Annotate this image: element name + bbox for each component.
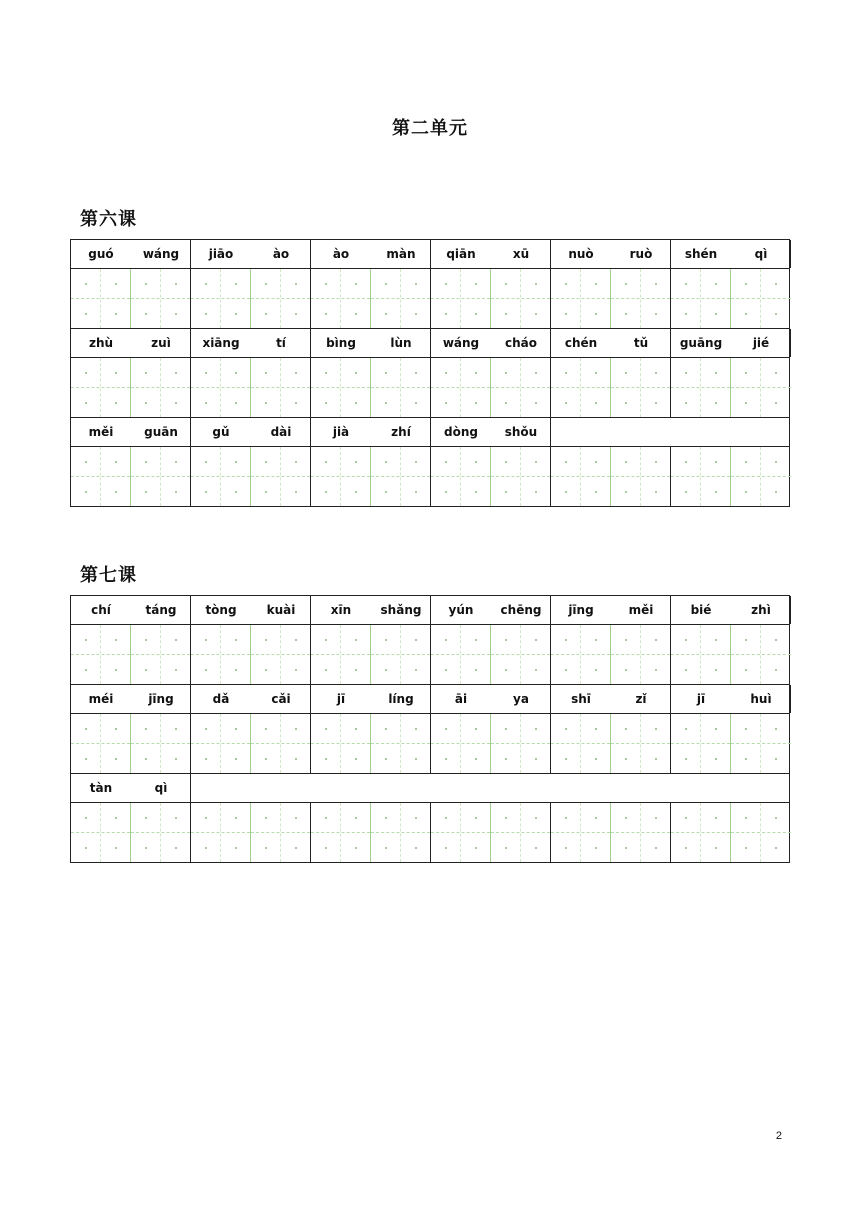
writing-box[interactable] — [611, 714, 671, 773]
writing-box[interactable] — [191, 714, 251, 773]
pinyin-syllable: qì — [754, 247, 768, 261]
writing-box[interactable] — [371, 803, 431, 862]
writing-box[interactable] — [671, 625, 731, 684]
pinyin-syllable: chēng — [500, 603, 542, 617]
writing-box[interactable] — [191, 803, 251, 862]
word-pinyin — [311, 240, 431, 268]
pinyin-syllable: chí — [91, 603, 111, 617]
lesson-title-7: 第七课 — [80, 565, 137, 586]
writing-box[interactable] — [311, 625, 371, 684]
word-pinyin — [191, 596, 311, 624]
writing-box[interactable] — [71, 358, 131, 417]
pinyin-syllable: tǔ — [633, 336, 649, 350]
writing-box[interactable] — [431, 803, 491, 862]
word-pinyin — [671, 685, 791, 713]
empty-pinyin-area — [191, 774, 789, 802]
word-pinyin — [71, 418, 191, 446]
pinyin-syllable: lùn — [390, 336, 412, 350]
word-pinyin — [671, 596, 791, 624]
word-pinyin — [431, 418, 551, 446]
writing-box[interactable] — [251, 358, 311, 417]
word-pinyin — [431, 685, 551, 713]
writing-box[interactable] — [731, 714, 791, 773]
lesson-title-6: 第六课 — [80, 209, 137, 230]
pinyin-syllable: jié — [752, 336, 770, 350]
pinyin-row — [70, 239, 790, 268]
pinyin-syllable: tàn — [89, 781, 113, 795]
writing-box[interactable] — [131, 625, 191, 684]
writing-boxes-row — [70, 713, 790, 773]
writing-box[interactable] — [671, 714, 731, 773]
word-pinyin — [311, 418, 431, 446]
pinyin-syllable: cǎi — [271, 692, 291, 706]
writing-box[interactable] — [611, 358, 671, 417]
writing-box[interactable] — [131, 714, 191, 773]
pinyin-row — [70, 684, 790, 713]
word-pinyin — [311, 329, 431, 357]
word-pinyin — [671, 329, 791, 357]
word-pinyin — [191, 685, 311, 713]
pinyin-syllable: měi — [628, 603, 654, 617]
pinyin-syllable: ào — [272, 247, 290, 261]
word-pinyin — [551, 596, 671, 624]
word-pinyin — [71, 596, 191, 624]
pinyin-syllable: xū — [512, 247, 530, 261]
writing-box[interactable] — [71, 447, 131, 506]
writing-box[interactable] — [71, 714, 131, 773]
pinyin-syllable: zhì — [751, 603, 771, 617]
pinyin-syllable: jīng — [148, 692, 174, 706]
word-pinyin — [671, 240, 791, 268]
writing-box[interactable] — [491, 447, 551, 506]
writing-box[interactable] — [191, 447, 251, 506]
writing-box[interactable] — [131, 358, 191, 417]
writing-box[interactable] — [251, 447, 311, 506]
writing-box[interactable] — [731, 447, 791, 506]
writing-box[interactable] — [311, 358, 371, 417]
pinyin-syllable: líng — [388, 692, 414, 706]
writing-box[interactable] — [491, 803, 551, 862]
pinyin-syllable: qiān — [446, 247, 476, 261]
writing-box[interactable] — [71, 269, 131, 328]
writing-box[interactable] — [491, 358, 551, 417]
pinyin-syllable: dòng — [444, 425, 478, 439]
writing-box[interactable] — [491, 714, 551, 773]
pinyin-syllable: nuò — [568, 247, 594, 261]
writing-box[interactable] — [431, 358, 491, 417]
writing-box[interactable] — [251, 803, 311, 862]
page-number: 2 — [775, 1130, 782, 1142]
writing-box[interactable] — [671, 269, 731, 328]
unit-title: 第二单元 — [392, 118, 468, 139]
writing-box[interactable] — [491, 269, 551, 328]
pinyin-syllable: jià — [332, 425, 350, 439]
word-pinyin — [71, 774, 191, 802]
pinyin-syllable: bìng — [326, 336, 356, 350]
pinyin-syllable: shǎng — [380, 603, 422, 617]
writing-box[interactable] — [131, 447, 191, 506]
pinyin-syllable: kuài — [266, 603, 296, 617]
pinyin-syllable: shǒu — [504, 425, 538, 439]
writing-box[interactable] — [551, 269, 611, 328]
writing-box[interactable] — [671, 803, 731, 862]
writing-box[interactable] — [371, 269, 431, 328]
writing-box[interactable] — [611, 803, 671, 862]
word-pinyin — [551, 240, 671, 268]
pinyin-syllable: jīng — [568, 603, 594, 617]
writing-box[interactable] — [191, 269, 251, 328]
pinyin-syllable: wáng — [142, 247, 180, 261]
pinyin-syllable: gǔ — [212, 425, 230, 439]
pinyin-syllable: āi — [454, 692, 468, 706]
writing-boxes-row — [70, 357, 790, 417]
pinyin-syllable: màn — [386, 247, 416, 261]
pinyin-syllable: méi — [88, 692, 114, 706]
writing-box[interactable] — [191, 358, 251, 417]
writing-box[interactable] — [731, 358, 791, 417]
pinyin-syllable: tí — [276, 336, 286, 350]
pinyin-syllable: zuì — [151, 336, 171, 350]
lesson-7-writing-grid — [70, 595, 790, 863]
writing-box[interactable] — [431, 269, 491, 328]
writing-box[interactable] — [731, 269, 791, 328]
writing-box[interactable] — [311, 447, 371, 506]
writing-box[interactable] — [431, 447, 491, 506]
writing-box[interactable] — [671, 447, 731, 506]
writing-box[interactable] — [311, 269, 371, 328]
writing-box[interactable] — [551, 358, 611, 417]
writing-box[interactable] — [191, 625, 251, 684]
lesson-6-writing-grid — [70, 239, 790, 507]
pinyin-syllable: shén — [684, 247, 718, 261]
word-pinyin — [551, 329, 671, 357]
writing-box[interactable] — [131, 803, 191, 862]
writing-box[interactable] — [371, 358, 431, 417]
word-pinyin — [71, 240, 191, 268]
pinyin-syllable: jiāo — [208, 247, 234, 261]
writing-boxes-row — [70, 624, 790, 684]
pinyin-syllable: tòng — [205, 603, 237, 617]
word-pinyin — [551, 685, 671, 713]
pinyin-syllable: ào — [332, 247, 350, 261]
writing-box[interactable] — [71, 803, 131, 862]
pinyin-syllable: xiāng — [202, 336, 240, 350]
pinyin-syllable: dǎ — [212, 692, 230, 706]
writing-box[interactable] — [371, 447, 431, 506]
pinyin-syllable: xīn — [330, 603, 352, 617]
writing-boxes-row — [70, 446, 790, 506]
writing-box[interactable] — [611, 447, 671, 506]
pinyin-syllable: wáng — [442, 336, 480, 350]
pinyin-syllable: cháo — [505, 336, 537, 350]
writing-boxes-row — [70, 268, 790, 328]
pinyin-syllable: měi — [88, 425, 114, 439]
word-pinyin — [431, 240, 551, 268]
pinyin-syllable: guó — [88, 247, 114, 261]
pinyin-syllable: shī — [571, 692, 591, 706]
pinyin-syllable: bié — [690, 603, 712, 617]
pinyin-syllable: ya — [513, 692, 529, 706]
writing-box[interactable] — [551, 714, 611, 773]
pinyin-syllable: guāng — [679, 336, 723, 350]
word-pinyin — [431, 329, 551, 357]
word-pinyin — [311, 685, 431, 713]
writing-box[interactable] — [731, 625, 791, 684]
word-pinyin — [311, 596, 431, 624]
pinyin-row — [70, 417, 790, 446]
pinyin-syllable: guān — [144, 425, 178, 439]
writing-box[interactable] — [671, 358, 731, 417]
pinyin-syllable: ruò — [629, 247, 653, 261]
pinyin-row — [70, 328, 790, 357]
writing-box[interactable] — [311, 714, 371, 773]
pinyin-syllable: chén — [564, 336, 598, 350]
word-pinyin — [71, 329, 191, 357]
pinyin-syllable: yún — [448, 603, 474, 617]
pinyin-syllable: zhù — [88, 336, 114, 350]
word-pinyin — [191, 418, 311, 446]
writing-box[interactable] — [611, 269, 671, 328]
writing-box[interactable] — [551, 625, 611, 684]
writing-box[interactable] — [371, 714, 431, 773]
pinyin-syllable: zhí — [391, 425, 411, 439]
writing-box[interactable] — [431, 714, 491, 773]
word-pinyin — [431, 596, 551, 624]
pinyin-syllable: jī — [336, 692, 346, 706]
writing-boxes-row — [70, 802, 790, 862]
writing-box[interactable] — [431, 625, 491, 684]
writing-box[interactable] — [731, 803, 791, 862]
writing-box[interactable] — [551, 803, 611, 862]
pinyin-syllable: zǐ — [635, 692, 647, 706]
word-pinyin — [191, 240, 311, 268]
pinyin-syllable: táng — [145, 603, 177, 617]
writing-box[interactable] — [611, 625, 671, 684]
pinyin-syllable: dài — [270, 425, 292, 439]
writing-box[interactable] — [551, 447, 611, 506]
writing-box[interactable] — [71, 625, 131, 684]
pinyin-row — [70, 773, 790, 802]
pinyin-syllable: huì — [750, 692, 772, 706]
pinyin-row — [70, 595, 790, 624]
pinyin-syllable: jī — [696, 692, 706, 706]
writing-box[interactable] — [131, 269, 191, 328]
word-pinyin — [71, 685, 191, 713]
writing-box[interactable] — [251, 714, 311, 773]
pinyin-syllable: qì — [154, 781, 168, 795]
writing-box[interactable] — [251, 625, 311, 684]
writing-box[interactable] — [311, 803, 371, 862]
word-pinyin — [191, 329, 311, 357]
writing-box[interactable] — [491, 625, 551, 684]
empty-pinyin-area — [551, 418, 789, 446]
writing-box[interactable] — [371, 625, 431, 684]
writing-box[interactable] — [251, 269, 311, 328]
